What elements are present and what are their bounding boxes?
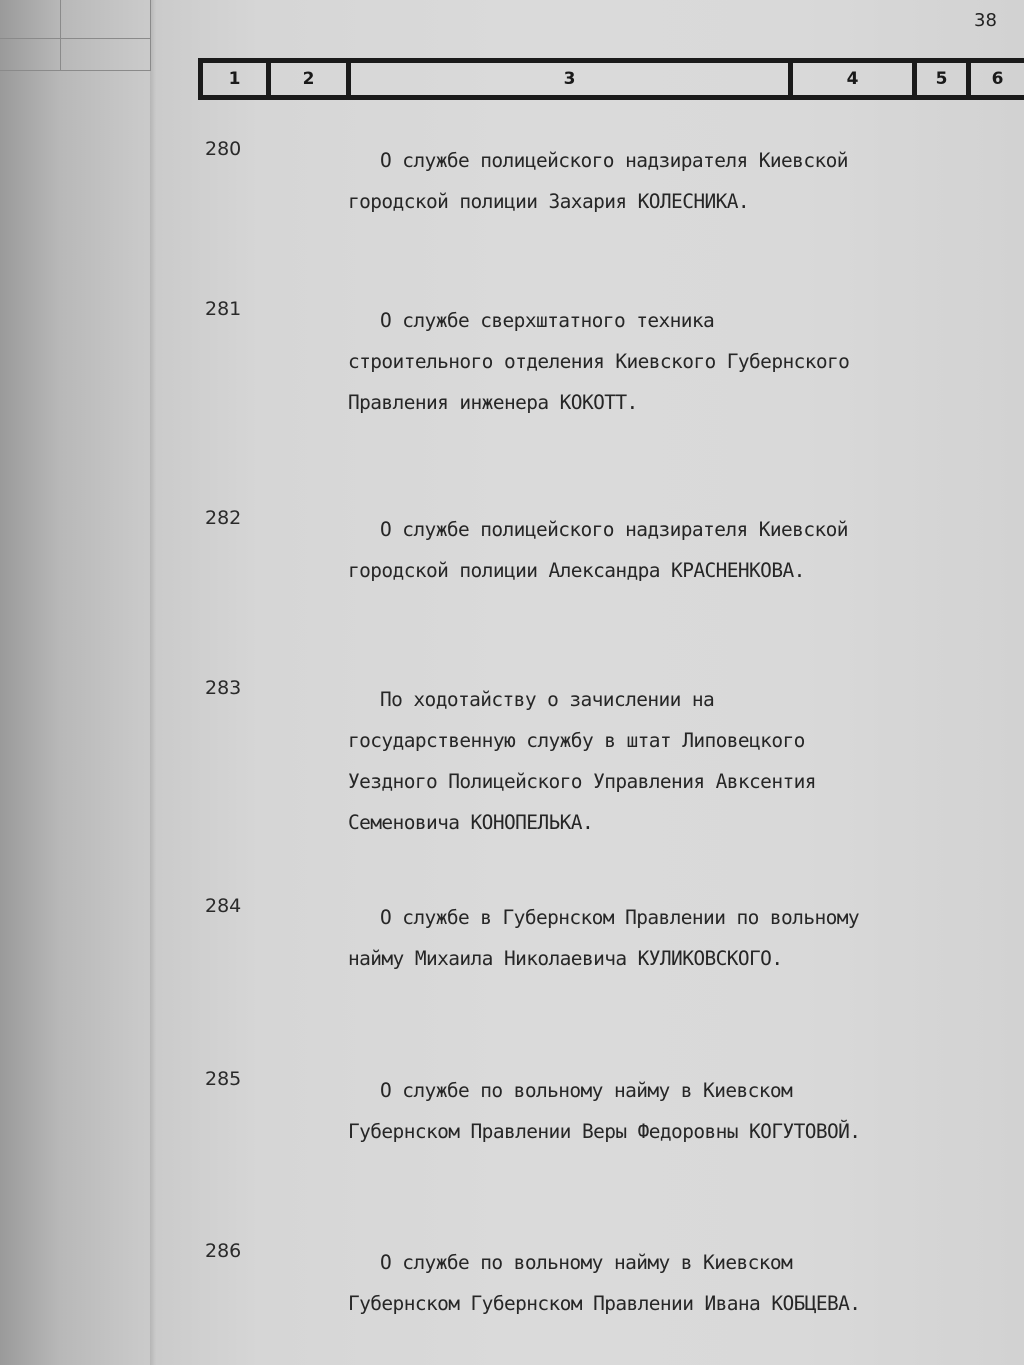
column-header-4: 4 <box>793 63 917 95</box>
column-header-1: 1 <box>203 63 271 95</box>
entry-text: О службе полицейского надзирателя Киевской городской полиции Александра КРАСНЕНКОВА. <box>348 518 848 582</box>
entry-number: 281 <box>205 298 242 320</box>
entry-number: 283 <box>205 677 242 699</box>
entry-number: 280 <box>205 138 242 160</box>
column-header-6: 6 <box>991 69 1004 89</box>
column-header-2: 2 <box>271 63 351 95</box>
entry-number: 282 <box>205 507 242 529</box>
entry-text: По ходотайству о зачислении на государственную службу в штат Липовецкого Уездного Полицейского Управления Авксентия Семеновича КОНОПЕЛЬКА. <box>348 688 816 834</box>
column-header-3: 3 <box>351 63 793 95</box>
page-number: 38 <box>974 10 997 31</box>
entry-text: О службе полицейского надзирателя Киевской городской полиции Захария КОЛЕСНИКА. <box>348 149 848 213</box>
entry-number: 285 <box>205 1068 242 1090</box>
entry-text: О службе по вольному найму в Киевском Губернском Губернском Правлении Ивана КОБЦЕВА. <box>348 1251 861 1315</box>
entry-text: О службе в Губернском Правлении по вольному найму Михаила Николаевича КУЛИКОВСКОГО. <box>348 906 860 970</box>
entry-text: О службе сверхштатного техника строительного отделения Киевского Губернского Правления инженера КОКОТТ. <box>348 309 850 414</box>
entry-number: 284 <box>205 895 242 917</box>
entry-number: 286 <box>205 1240 242 1262</box>
column-header-5: 5 <box>917 63 971 95</box>
entry-text: О службе по вольному найму в Киевском Губернском Правлении Веры Федоровны КОГУТОВОЙ. <box>348 1079 861 1143</box>
